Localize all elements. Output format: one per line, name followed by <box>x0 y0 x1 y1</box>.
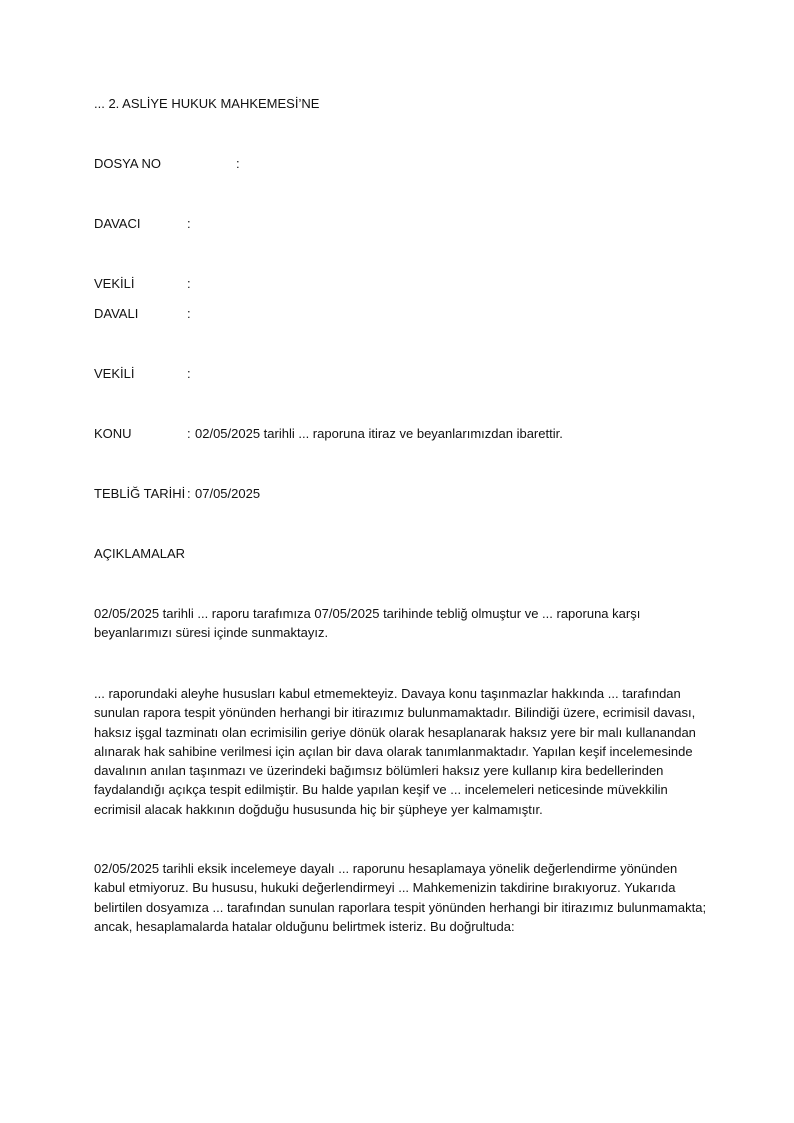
court-heading: ... 2. ASLİYE HUKUK MAHKEMESİ’NE <box>94 96 320 111</box>
paragraph: 02/05/2025 tarihli ... raporu tarafımıza 07/05/2025 tarihinde tebliğ olmuştur ve ... raporuna karşı beyanlarımızı süresi içinde sunmaktayız. <box>94 606 641 641</box>
field-separator: : <box>187 366 191 381</box>
field-label: DAVACI <box>94 216 141 231</box>
field-label: VEKİLİ <box>94 276 135 291</box>
field-label: TEBLİĞ TARİHİ <box>94 486 186 501</box>
field-value: 07/05/2025 <box>195 486 261 501</box>
field-separator: : <box>187 276 191 291</box>
field-separator: : <box>187 306 191 321</box>
field-label: VEKİLİ <box>94 366 135 381</box>
paragraph: 02/05/2025 tarihli eksik incelemeye dayalı ... raporunu hesaplamaya yönelik değerlendirme yönünden kabul etmiyoruz. Bu hususu, hukuki değerlendirmeyi ... Mahkemenizin takdirine bırakıyoruz. Yukarıda belirtilen dosyamıza ... tarafından sunulan raporlara tespit yönünden herhangi bir itirazımız bulunmamakta; ancak, hesaplamalarda hatalar olduğunu belirtmek isteriz. Bu doğrultuda: <box>94 861 707 934</box>
field-separator: : <box>236 156 240 171</box>
field-value: 02/05/2025 tarihli ... raporuna itiraz ve beyanlarımızdan ibarettir. <box>195 426 563 441</box>
field-label: DOSYA NO <box>94 156 161 171</box>
field-separator: : <box>187 216 191 231</box>
field-separator: : <box>187 426 191 441</box>
field-label: KONU <box>94 426 132 441</box>
paragraph: ... raporundaki aleyhe hususları kabul etmemekteyiz. Davaya konu taşınmazlar hakkında ... tarafından sunulan rapora tespit yönünden herhangi bir itirazımız bulunmamaktadır. Bilindiği üzere, ecrimisil davası, haksız işgal tazminatı olan ecrimisilin geriye dönük olarak hesaplanarak haksız yere bir malı kullanandan alınarak hak sahibine verilmesi için açılan bir dava olarak tanımlanmaktadır. Yapılan keşif incelemesinde davalının anılan taşınmazı ve üzerindeki bağımsız bölümleri haksız yere kullanıp kira bedellerinden faydalandığı açıkça tespit edilmiştir. Bu halde yapılan keşif ve ... incelemeleri neticesinde müvekkilin ecrimisil alacak hakkının doğduğu hususunda hiç bir şüpheye yer kalmamıştır. <box>94 686 696 817</box>
field-separator: : <box>187 486 191 501</box>
field-label: DAVALI <box>94 306 139 321</box>
section-title: AÇIKLAMALAR <box>94 546 186 561</box>
